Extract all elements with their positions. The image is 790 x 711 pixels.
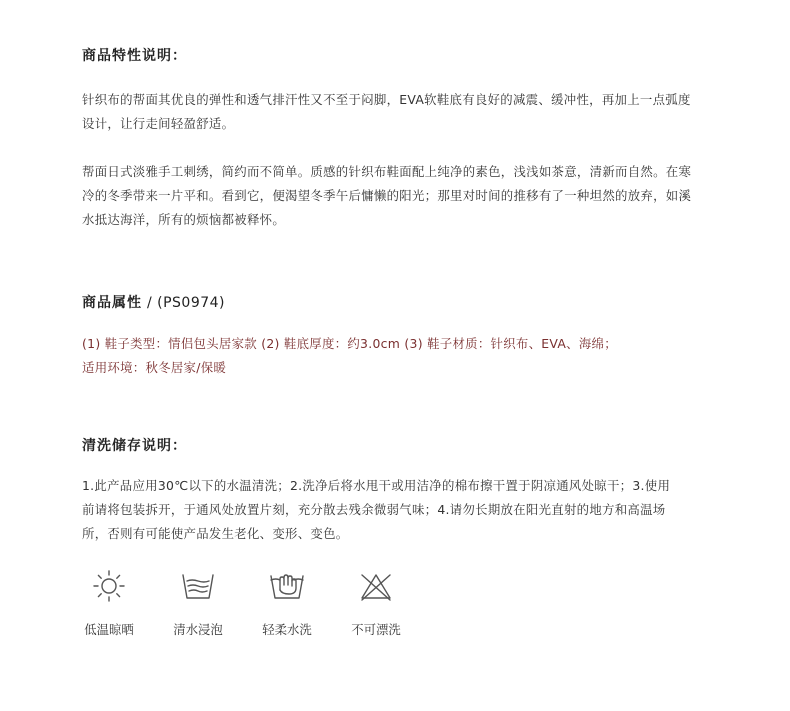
attribute-line: 适用环境：秋冬居家/保暖: [82, 360, 227, 375]
care-label: 轻柔水洗: [262, 622, 312, 637]
no-bleach-icon: [356, 566, 396, 606]
text-line: 针织布的帮面其优良的弹性和透气排汗性又不至于闷脚，EVA软鞋底有良好的减震、缓冲性，再加上一点弧度: [82, 92, 691, 107]
care-item-low-temp-dry: [74, 566, 144, 638]
text-line: 前请将包装拆开，于通风处放置片刻，充分散去残余微弱气味；4.请勿长期放在阳光直射的地方和高温场: [82, 502, 666, 517]
text-line: 所，否则有可能使产品发生老化、变形、变色。: [82, 526, 349, 541]
product-code: / (PS0974): [142, 295, 225, 311]
features-paragraph-1: [82, 88, 742, 136]
hand-wash-icon: [267, 566, 307, 606]
text-line: 帮面日式淡雅手工刺绣，简约而不简单。质感的针织布鞋面配上纯净的素色，浅浅如茶意，清新而自然。在寒: [82, 164, 692, 179]
care-label: 低温晾晒: [84, 622, 134, 637]
wash-tub-icon: [178, 566, 218, 606]
text-line: 水抵达海洋，所有的烦恼都被释怀。: [82, 212, 286, 227]
features-heading: 商品特性说明：: [82, 48, 187, 64]
attribute-line: (1) 鞋子类型：情侣包头居家款 (2) 鞋底厚度：约3.0cm (3) 鞋子材质：针织布、EVA、海绵；: [82, 336, 617, 351]
care-item-soak: [163, 566, 233, 638]
text-line: 设计，让行走间轻盈舒适。: [82, 116, 235, 131]
text-line: 1.此产品应用30℃以下的水温清洗；2.洗净后将水甩干或用洁净的棉布擦干置于阴凉通风处晾干；3.使用: [82, 478, 671, 493]
attributes-list: [82, 332, 617, 380]
attributes-heading-title: 商品属性: [82, 295, 142, 311]
sun-icon: [89, 566, 129, 606]
care-label: 不可漂洗: [351, 622, 401, 637]
care-item-hand-wash: [252, 566, 322, 638]
care-label: 清水浸泡: [173, 622, 223, 637]
care-item-no-bleach: [341, 566, 411, 638]
attributes-heading: [82, 292, 225, 312]
care-heading: 清洗储存说明：: [82, 438, 187, 454]
text-line: 冷的冬季带来一片平和。看到它，便渴望冬季午后慵懒的阳光；那里对时间的推移有了一种坦然的放弃，如溪: [82, 188, 692, 203]
care-paragraph: [82, 474, 742, 546]
features-paragraph-2: [82, 160, 742, 232]
